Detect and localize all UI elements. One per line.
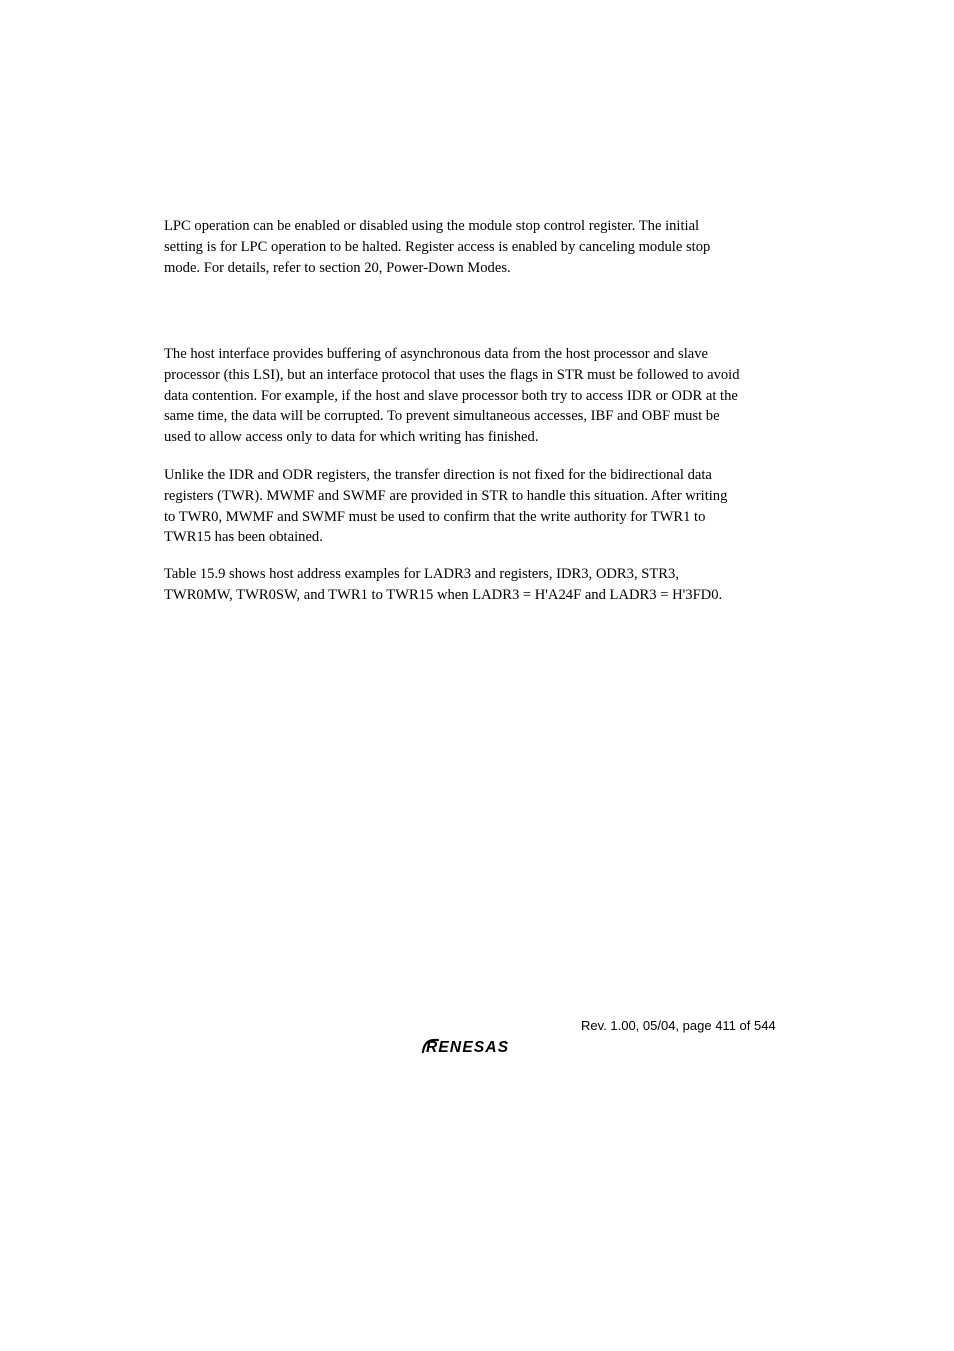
text-line: processor (this LSI), but an interface protocol that uses the flags in STR must be followed to avoid (164, 366, 740, 383)
paragraph-host-interface (164, 344, 804, 448)
paragraph-twr-registers (164, 465, 804, 548)
text-line: to TWR0, MWMF and SWMF must be used to confirm that the write authority for TWR1 to (164, 508, 706, 525)
text-line: same time, the data will be corrupted. To prevent simultaneous accesses, IBF and OBF must be (164, 408, 720, 425)
text-line: The host interface provides buffering of asynchronous data from the host processor and slave (164, 346, 708, 362)
text-line: LPC operation can be enabled or disabled using the module stop control register. The initial (164, 218, 700, 234)
page-footer-revision: Rev. 1.00, 05/04, page 411 of 544 (581, 1018, 776, 1033)
text-line: registers (TWR). MWMF and SWMF are provided in STR to handle this situation. After writing (164, 487, 728, 504)
renesas-logo-icon (420, 1035, 544, 1057)
text-line: TWR0MW, TWR0SW, and TWR1 to TWR15 when LADR3 = H'A24F and LADR3 = H'3FD0. (164, 586, 723, 603)
text-line: mode. For details, refer to section 20, Power-Down Modes. (164, 259, 511, 276)
paragraph-module-stop (164, 216, 804, 278)
text-line: data contention. For example, if the host and slave processor both try to access IDR or ODR at the (164, 387, 738, 404)
paragraph-table-reference (164, 564, 804, 606)
text-line: TWR15 has been obtained. (164, 529, 323, 546)
text-line: Unlike the IDR and ODR registers, the transfer direction is not fixed for the bidirectional data (164, 467, 712, 483)
logo-wordmark: RENESAS (426, 1039, 510, 1056)
text-line: setting is for LPC operation to be halted. Register access is enabled by canceling module stop (164, 238, 711, 255)
text-line: Table 15.9 shows host address examples for LADR3 and registers, IDR3, ODR3, STR3, (164, 566, 679, 582)
text-line: used to allow access only to data for which writing has finished. (164, 429, 539, 446)
